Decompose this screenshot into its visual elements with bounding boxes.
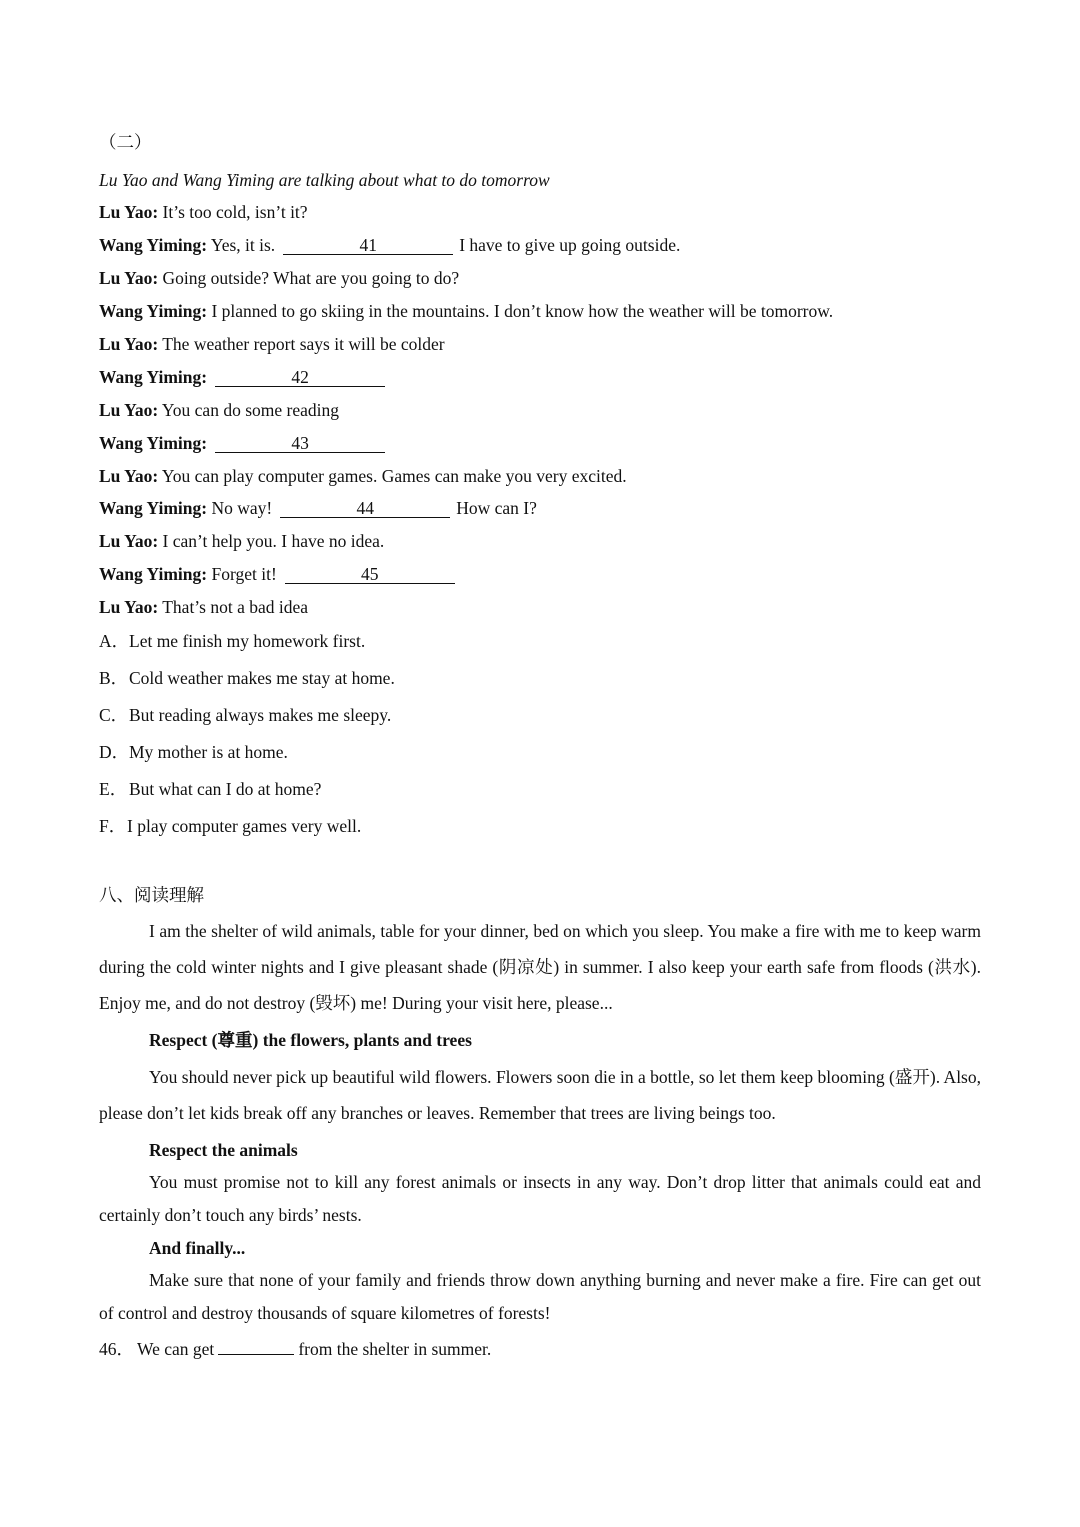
- option-text: Cold weather makes me stay at home.: [129, 668, 395, 688]
- dialogue-text: I can’t help you. I have no idea.: [158, 531, 385, 551]
- question-46-blank[interactable]: [218, 1354, 294, 1355]
- speaker: Wang Yiming:: [99, 564, 208, 584]
- option-text: I play computer games very well.: [127, 816, 362, 836]
- dialogue-line: [99, 267, 459, 289]
- question-number: 46．: [99, 1339, 134, 1359]
- speaker: Wang Yiming:: [99, 301, 208, 321]
- speaker: Lu Yao:: [99, 334, 159, 354]
- option-letter: F．: [99, 816, 127, 836]
- reading-paragraph-animals: You must promise not to kill any forest animals or insects in any way. Don’t drop litter that animals could eat and certainly don’t touch any birds’ nests.: [99, 1172, 981, 1225]
- dialogue-line: [99, 399, 339, 421]
- dialogue-line: [99, 497, 537, 519]
- dialogue-line: [99, 234, 680, 256]
- dialogue-text: No way!: [207, 498, 273, 518]
- dialogue-line: [99, 596, 308, 618]
- option-letter: D．: [99, 742, 130, 762]
- section-label: （二）: [99, 132, 152, 152]
- question-text: We can get: [137, 1339, 215, 1359]
- dialogue-line: [99, 432, 391, 454]
- speaker: Wang Yiming:: [99, 367, 208, 387]
- reading-paragraph-finally: Make sure that none of your family and friends throw down anything burning and never make a fire. Fire can get out of control and destroy thousands of square kilometres of forests!: [99, 1270, 981, 1323]
- option-letter: E．: [99, 779, 128, 799]
- speaker: Lu Yao:: [99, 597, 159, 617]
- option-letter: A．: [99, 631, 130, 651]
- speaker: Lu Yao:: [99, 466, 159, 486]
- dialogue-line: [99, 300, 833, 322]
- answer-blank-41[interactable]: 41: [283, 236, 453, 255]
- dialogue-text: You can play computer games. Games can make you very excited.: [158, 466, 627, 486]
- reading-section-title: 八、阅读理解: [99, 885, 204, 905]
- option-text: My mother is at home.: [129, 742, 288, 762]
- speaker: Lu Yao:: [99, 531, 159, 551]
- option-f: [99, 815, 361, 837]
- dialogue-line: [99, 563, 461, 585]
- dialogue-line: [99, 465, 627, 487]
- dialogue-text: Yes, it is.: [207, 235, 276, 255]
- dialogue-text: That’s not a bad idea: [158, 597, 309, 617]
- speaker: Lu Yao:: [99, 400, 159, 420]
- answer-blank-45[interactable]: 45: [285, 565, 455, 584]
- option-a: [99, 630, 365, 652]
- option-c: [99, 704, 391, 726]
- dialogue-text: It’s too cold, isn’t it?: [158, 202, 308, 222]
- speaker: Wang Yiming:: [99, 235, 208, 255]
- dialogue-text: How can I?: [456, 498, 537, 518]
- speaker: Wang Yiming:: [99, 433, 208, 453]
- answer-blank-43[interactable]: 43: [215, 434, 385, 453]
- dialogue-text: I planned to go skiing in the mountains. I don’t know how the weather will be tomorrow.: [207, 301, 834, 321]
- speaker: Lu Yao:: [99, 202, 159, 222]
- dialogue-line: [99, 333, 445, 355]
- dialogue-line: [99, 530, 384, 552]
- reading-heading-animals: Respect the animals: [149, 1140, 298, 1160]
- reading-paragraph-flowers: You should never pick up beautiful wild flowers. Flowers soon die in a bottle, so let them keep blooming (盛开). Also, please don’t let kids break off any branches or leaves. Remember that trees are living beings too.: [99, 1067, 981, 1123]
- option-text: Let me finish my homework first.: [129, 631, 366, 651]
- option-d: [99, 741, 288, 763]
- dialogue-text: Forget it!: [207, 564, 277, 584]
- dialogue-line: [99, 366, 391, 388]
- option-b: [99, 667, 395, 689]
- option-text: But reading always makes me sleepy.: [129, 705, 392, 725]
- reading-heading-finally: And finally...: [149, 1238, 246, 1258]
- reading-heading-flowers: Respect (尊重) the flowers, plants and trees: [149, 1030, 472, 1050]
- option-text: But what can I do at home?: [129, 779, 322, 799]
- speaker: Wang Yiming:: [99, 498, 208, 518]
- dialogue-text: I have to give up going outside.: [459, 235, 681, 255]
- question-46: [99, 1338, 491, 1360]
- dialogue-text: You can do some reading: [158, 400, 339, 420]
- reading-intro-paragraph: I am the shelter of wild animals, table for your dinner, bed on which you sleep. You make a fire with me to keep warm during the cold winter nights and I give pleasant shade (阴凉处) in summer. I also keep your earth safe from floods (洪水). Enjoy me, and do not destroy (毁坏) me! During your visit here, please...: [99, 921, 981, 1013]
- answer-blank-42[interactable]: 42: [215, 368, 385, 387]
- option-letter: B．: [99, 668, 129, 688]
- dialogue-text: The weather report says it will be colder: [158, 334, 445, 354]
- answer-blank-44[interactable]: 44: [280, 499, 450, 518]
- option-e: [99, 778, 321, 800]
- option-letter: C．: [99, 705, 129, 725]
- question-text: from the shelter in summer.: [298, 1339, 492, 1359]
- dialogue-text: Going outside? What are you going to do?: [158, 268, 460, 288]
- dialogue-intro: Lu Yao and Wang Yiming are talking about what to do tomorrow: [99, 170, 550, 190]
- speaker: Lu Yao:: [99, 268, 159, 288]
- dialogue-line: [99, 201, 308, 223]
